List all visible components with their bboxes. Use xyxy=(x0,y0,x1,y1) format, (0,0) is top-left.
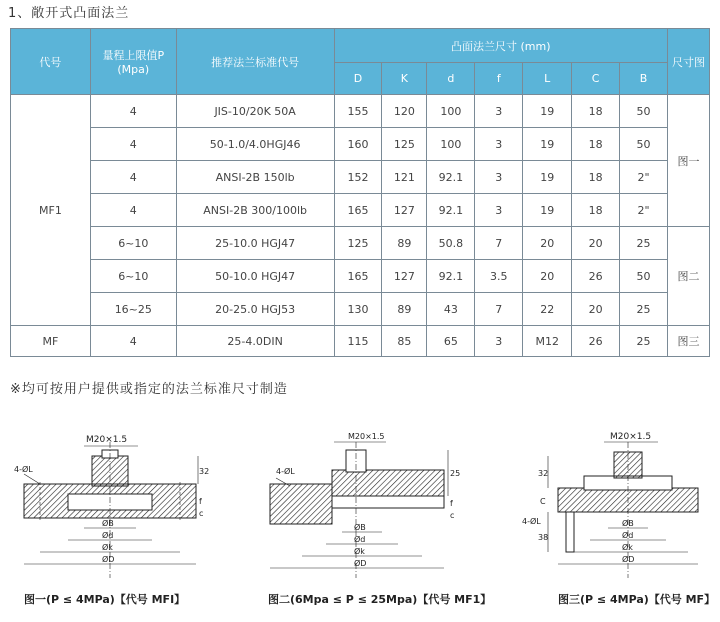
dim-cell: 50 xyxy=(620,95,668,128)
dim-cell: 92.1 xyxy=(427,194,475,227)
header-figure: 尺寸图 xyxy=(667,29,709,95)
dim-cell: 152 xyxy=(334,161,382,194)
table-row xyxy=(11,194,710,227)
flange-spec-table xyxy=(10,28,710,357)
header-dim-C: C xyxy=(572,63,620,95)
dim-cell: 127 xyxy=(382,194,427,227)
range-cell: 4 xyxy=(90,194,176,227)
dim-cell: 25 xyxy=(620,227,668,260)
dia-d-label: Ød xyxy=(354,535,366,544)
height-label: 25 xyxy=(450,469,461,478)
flange-body xyxy=(270,484,332,524)
figure-cell: 图三 xyxy=(667,326,709,357)
dim-cell: 3.5 xyxy=(475,260,523,293)
header-dims-group: 凸面法兰尺寸 (mm) xyxy=(334,29,667,63)
range-cell: 6~10 xyxy=(90,260,176,293)
standard-cell: 20-25.0 HGJ53 xyxy=(176,293,334,326)
figure-2-drawing xyxy=(262,428,462,586)
dim-cell: 50.8 xyxy=(427,227,475,260)
dia-B-label: ØB xyxy=(354,523,366,532)
standard-cell: 50-10.0 HGJ47 xyxy=(176,260,334,293)
code-cell: MF xyxy=(11,326,91,357)
header-dim-f: f xyxy=(475,63,523,95)
range-cell: 6~10 xyxy=(90,227,176,260)
table-row xyxy=(11,128,710,161)
f-label: f xyxy=(199,497,202,506)
dim-cell: 3 xyxy=(475,128,523,161)
table-row xyxy=(11,95,710,128)
header-dim-d: d xyxy=(427,63,475,95)
dim-cell: 3 xyxy=(475,95,523,128)
range-cell: 4 xyxy=(90,128,176,161)
figure-1-drawing xyxy=(10,428,210,586)
dia-k-label: Øk xyxy=(354,547,365,556)
dim-cell: 125 xyxy=(334,227,382,260)
header-dim-K: K xyxy=(382,63,427,95)
dim-cell: 85 xyxy=(382,326,427,357)
dim-cell: 18 xyxy=(572,194,620,227)
header-standard: 推荐法兰标准代号 xyxy=(176,29,334,95)
diaphragm-chamber xyxy=(332,496,444,508)
table-row xyxy=(11,293,710,326)
dim-cell: M12 xyxy=(523,326,572,357)
header-code: 代号 xyxy=(11,29,91,95)
table-row xyxy=(11,227,710,260)
dim-cell: 127 xyxy=(382,260,427,293)
dim-cell: 89 xyxy=(382,293,427,326)
dim-cell: 19 xyxy=(523,194,572,227)
range-cell: 16~25 xyxy=(90,293,176,326)
thread-label: M20×1.5 xyxy=(86,435,128,445)
dim-cell: 120 xyxy=(382,95,427,128)
standard-cell: 25-10.0 HGJ47 xyxy=(176,227,334,260)
section-heading: 1、敞开式凸面法兰 xyxy=(8,6,130,21)
dim-cell: 121 xyxy=(382,161,427,194)
range-cell: 4 xyxy=(90,326,176,357)
dim-cell: 18 xyxy=(572,95,620,128)
dim-cell: 26 xyxy=(572,260,620,293)
standard-cell: ANSI-2B 300/100lb xyxy=(176,194,334,227)
dim-cell: 20 xyxy=(572,227,620,260)
dim-cell: 19 xyxy=(523,95,572,128)
header-range: 量程上限值P (Mpa) xyxy=(90,29,176,95)
f-label: f xyxy=(450,499,453,508)
dim-cell: 92.1 xyxy=(427,260,475,293)
dim-cell: 19 xyxy=(523,128,572,161)
dia-D-label: ØD xyxy=(102,555,115,564)
dim-cell: 65 xyxy=(427,326,475,357)
dim-cell: 3 xyxy=(475,326,523,357)
hole-label: 4-ØL xyxy=(522,517,541,526)
dim-cell: 18 xyxy=(572,128,620,161)
height-label: 32 xyxy=(538,469,549,478)
dim-cell: 165 xyxy=(334,260,382,293)
dia-D-label: ØD xyxy=(622,555,635,564)
dim-cell: 165 xyxy=(334,194,382,227)
custom-note: ※均可按用户提供或指定的法兰标准尺寸制造 xyxy=(10,382,288,397)
header-dim-D: D xyxy=(334,63,382,95)
dim-cell: 100 xyxy=(427,128,475,161)
bolt xyxy=(566,512,574,552)
figure-cell: 图二 xyxy=(667,227,709,326)
dim-cell: 7 xyxy=(475,227,523,260)
standard-cell: JIS-10/20K 50A xyxy=(176,95,334,128)
range-cell: 4 xyxy=(90,161,176,194)
dia-B-label: ØB xyxy=(102,519,114,528)
header-dim-L: L xyxy=(523,63,572,95)
c-label: C xyxy=(540,497,546,506)
dim-cell: 25 xyxy=(620,293,668,326)
dia-k-label: Øk xyxy=(622,543,633,552)
figure-cell: 图一 xyxy=(667,95,709,227)
dim-cell: 20 xyxy=(523,260,572,293)
header-dim-B: B xyxy=(620,63,668,95)
code-cell: MF1 xyxy=(11,95,91,326)
dim-cell: 26 xyxy=(572,326,620,357)
dim-cell: 3 xyxy=(475,194,523,227)
figure-3-drawing xyxy=(518,428,718,586)
pressure-port xyxy=(332,470,444,496)
dim-cell: 7 xyxy=(475,293,523,326)
range-cell: 4 xyxy=(90,95,176,128)
dia-d-label: Ød xyxy=(102,531,114,540)
figure-1-caption: 图一(P ≤ 4MPa)【代号 MFI】 xyxy=(24,593,186,606)
dim-cell: 43 xyxy=(427,293,475,326)
dim-cell: 130 xyxy=(334,293,382,326)
thread-label: M20×1.5 xyxy=(610,432,652,442)
dim-cell: 25 xyxy=(620,326,668,357)
dim-cell: 20 xyxy=(572,293,620,326)
hole-label: 4-ØL xyxy=(276,467,295,476)
figure-3-caption: 图三(P ≤ 4MPa)【代号 MF】 xyxy=(558,593,716,606)
dim-cell: 3 xyxy=(475,161,523,194)
dim-cell: 50 xyxy=(620,128,668,161)
dia-d-label: Ød xyxy=(622,531,634,540)
standard-cell: ANSI-2B 150lb xyxy=(176,161,334,194)
dim-cell: 18 xyxy=(572,161,620,194)
c-label: c xyxy=(199,509,204,518)
dim-cell: 100 xyxy=(427,95,475,128)
dim-cell: 115 xyxy=(334,326,382,357)
hole-label: 4-ØL xyxy=(14,465,33,474)
dia-D-label: ØD xyxy=(354,559,367,568)
figure-2-caption: 图二(6Mpa ≤ P ≤ 25Mpa)【代号 MF1】 xyxy=(268,593,492,606)
dim-cell: 92.1 xyxy=(427,161,475,194)
standard-cell: 25-4.0DIN xyxy=(176,326,334,357)
dim-cell: 160 xyxy=(334,128,382,161)
dim-cell: 20 xyxy=(523,227,572,260)
dim-cell: 19 xyxy=(523,161,572,194)
dim-cell: 2" xyxy=(620,161,668,194)
dia-k-label: Øk xyxy=(102,543,113,552)
table-row xyxy=(11,326,710,357)
dim-cell: 155 xyxy=(334,95,382,128)
table-row xyxy=(11,161,710,194)
dim-cell: 2" xyxy=(620,194,668,227)
thread-label: M20×1.5 xyxy=(348,432,385,441)
dim-cell: 125 xyxy=(382,128,427,161)
height-label: 32 xyxy=(199,467,210,476)
pressure-port xyxy=(92,456,128,486)
dim-cell: 89 xyxy=(382,227,427,260)
table-row xyxy=(11,260,710,293)
dim-cell: 22 xyxy=(523,293,572,326)
bolt-height-label: 38 xyxy=(538,533,549,542)
dia-B-label: ØB xyxy=(622,519,634,528)
dim-cell: 50 xyxy=(620,260,668,293)
c-label: c xyxy=(450,511,455,520)
standard-cell: 50-1.0/4.0HGJ46 xyxy=(176,128,334,161)
